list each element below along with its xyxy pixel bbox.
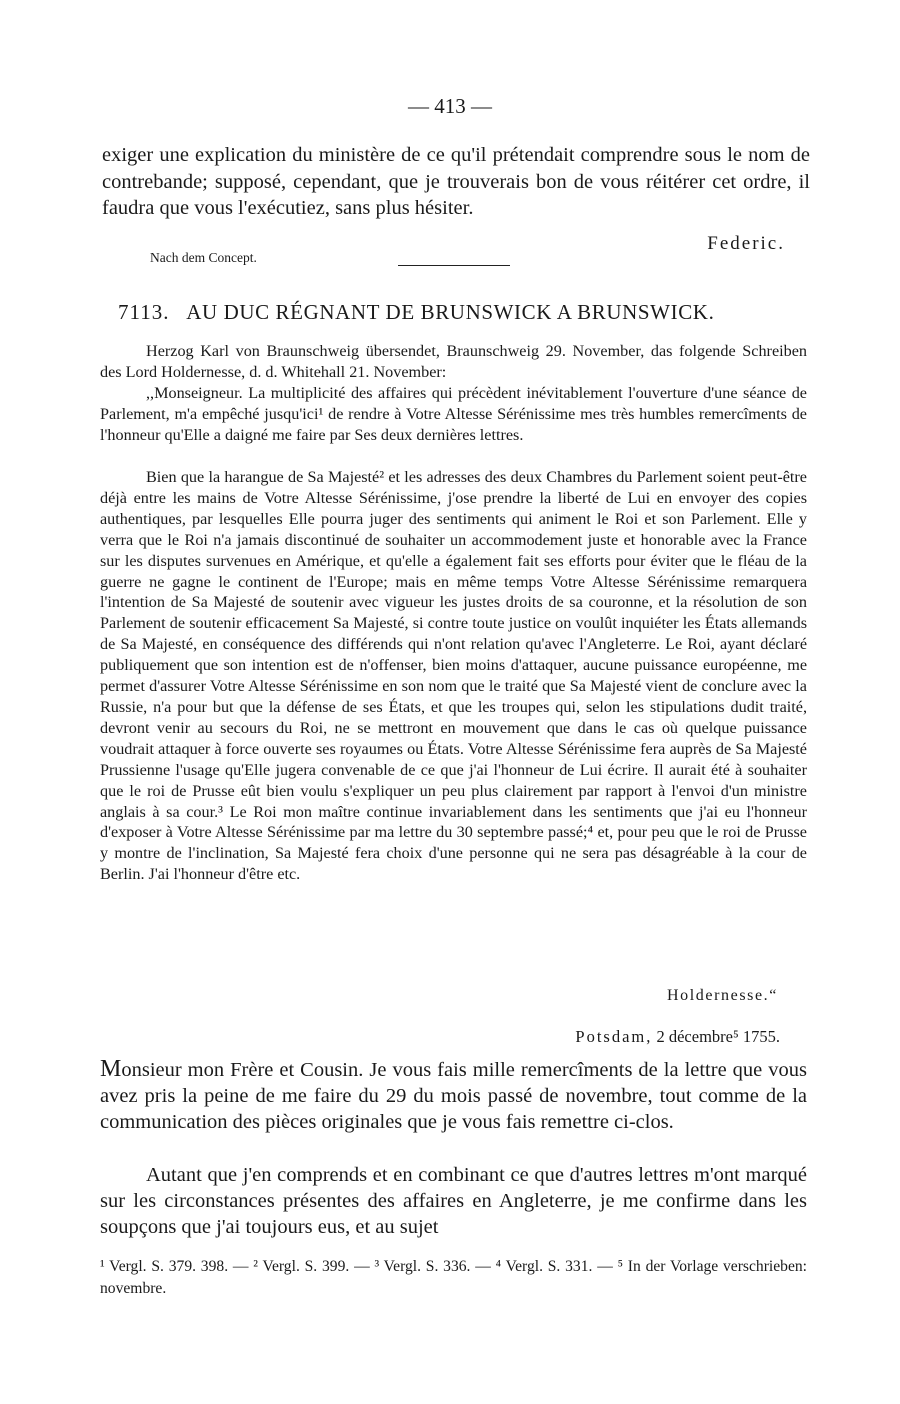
- continued-paragraph: exiger une explication du ministère de ce qu'il prétendait comprendre sous le nom de contrebande; supposé, cependant, que je trouverais bon de vous réitérer cet ordre, il faudra que vous l'exécutiez, sans plus hésiter.: [102, 144, 810, 219]
- main-paragraph-2: Autant que j'en comprends et en combinant ce que d'autres lettres m'ont marqué sur les circonstances présentes des affaires en Angleterre, je me confirme dans les soupçons que j'ai toujours eus, et au sujet: [100, 1164, 807, 1239]
- quoted-letter-paragraph-1: ,,Monseigneur. La multiplicité des affaires qui précèdent inévitablement l'ouverture d'une séance de Parlement, m'a empêché jusqu'ici¹ de rendre à Votre Altesse Sérénissime mes très humbles remercîments de l'honneur qu'Elle a daigné me faire par Ses deux dernières lettres.: [100, 384, 807, 444]
- section-divider: [398, 265, 510, 266]
- dateline-place: Potsdam,: [575, 1027, 653, 1046]
- page-number: — 413 —: [408, 94, 492, 118]
- dateline: [575, 1027, 780, 1047]
- footnotes: ¹ Vergl. S. 379. 398. — ² Vergl. S. 399. — ³ Vergl. S. 336. — ⁴ Vergl. S. 331. — ⁵ In der Vorlage verschrieben: novembre.: [100, 1258, 807, 1297]
- main-paragraph-1-text: onsieur mon Frère et Cousin. Je vous fais mille remercîments de la lettre que vous avez pris la peine de me faire du 29 du mois passé de novembre, tout comme de la communication des pièces originales que je vous fais remettre ci-clos.: [100, 1059, 807, 1134]
- letter-number: 7113.: [118, 300, 170, 324]
- letter-title: AU DUC RÉGNANT DE BRUNSWICK A BRUNSWICK.: [186, 300, 715, 324]
- signature-federic: Federic.: [707, 233, 785, 254]
- source-note: Nach dem Concept.: [150, 250, 257, 265]
- quoted-letter-paragraph-2: Bien que la harangue de Sa Majesté² et les adresses des deux Chambres du Parlement soient peut-être déjà entre les mains de Votre Altesse Sérénissime, j'ose prendre la liberté de Lui en envoyer des copies authentiques, par lesquelles Elle pourra juger des sentiments qui animent le Roi et son Parlement. Elle y verra que le Roi n'a jamais discontinué de souhaiter un accommodement juste et honorable avec la France sur les disputes survenues en Amérique, et qu'elle a également fait ses efforts pour éviter que le fléau de la guerre ne gagne le continent de l'Europe; mais en même temps Votre Altesse Sérénissime remarquera l'intention de Sa Majesté de soutenir avec vigueur les justes droits de sa couronne, et la résolution de son Parlement de soutenir efficacement Sa Majesté, si contre toute justice on voulût inquiéter les États allemands de Sa Majesté, en conséquence des différends qui n'ont relation qu'avec l'Angleterre. Le Roi, ayant déclaré publiquement que son intention est de n'offenser, bien moins d'attaquer, aucune puissance européenne, me permet d'assurer Votre Altesse Sérénissime en son nom que le traité que Sa Majesté vient de conclure avec la Russie, n'a pour but que la défense de ses États, et que les troupes qui, selon les stipulations dudit traité, devront venir au secours du Roi, ne se mettront en mouvement que dans le cas où quelque puissance voudrait attaquer à force ouverte ses royaumes ou États. Votre Altesse Sérénissime fera auprès de Sa Majesté Prussienne l'usage qu'Elle jugera convenable de ce que j'ai l'honneur de Lui écrire. Il aurait été à souhaiter que le roi de Prusse eût bien voulu s'expliquer un peu plus clairement par rapport à l'envoi d'un ministre anglais à sa cour.³ Le Roi mon maître continue invariablement dans les sentiments que j'ai eu l'honneur d'exposer à Votre Altesse Sérénissime par ma lettre du 30 septembre passé;⁴ et, pour peu que le roi de Prusse y montre de l'inclination, Sa Majesté fera choix d'une personne qui ne sera pas désagréable à la cour de Berlin. J'ai l'honneur d'être etc.: [100, 468, 807, 884]
- signature-holdernesse: Holdernesse.“: [667, 987, 778, 1004]
- main-paragraph-1: [100, 1056, 807, 1136]
- initial-letter: M: [100, 1056, 122, 1082]
- dateline-date: 2 décembre⁵ 1755.: [656, 1027, 780, 1046]
- intro-paragraph: Herzog Karl von Braunschweig übersendet, Braunschweig 29. November, das folgende Schreiben des Lord Holdernesse, d. d. Whitehall 21. November:: [100, 342, 807, 381]
- letter-heading: [118, 300, 818, 325]
